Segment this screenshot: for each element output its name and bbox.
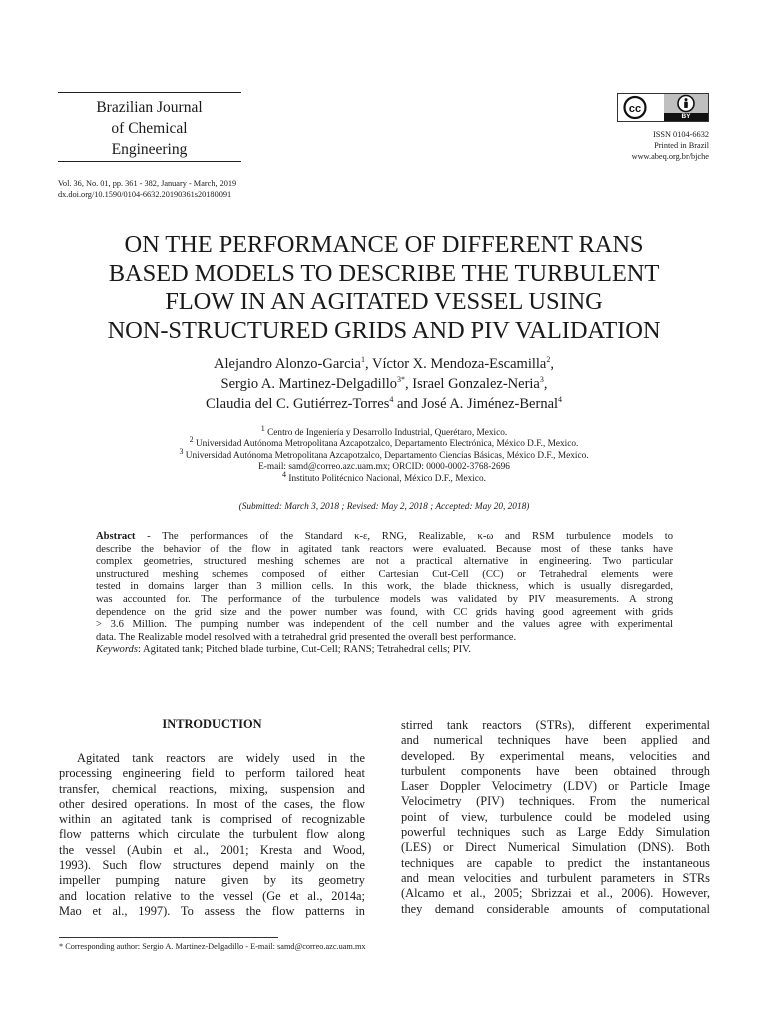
body-line: (LES) or Direct Numerical Simulation (DNS). Both: [401, 840, 710, 855]
body-line: techniques are capable to predict the instantaneous: [401, 855, 710, 870]
abstract-line: > 3.6 Million. The pumping number was independent of the cell number and the values agree with experimental: [96, 619, 673, 631]
abstract-line: dependence on the grid size and the power number was found, with CC grids having good agreement with grids: [96, 606, 673, 618]
abstract-line: unstructured meshing schemes composed of either Cartesian Cut-Cell (CC) or Tetrahedral elements were: [96, 568, 673, 580]
author-name: Sergio A. Martinez-Delgadillo: [220, 376, 398, 392]
doi-link[interactable]: dx.doi.org/10.1590/0104-6632.20190361s20180091: [58, 190, 232, 199]
affil-text: Universidad Autónoma Metropolitana Azcapotzalco, Departamento Ciencias Básicas, México D.F., Mexico.: [183, 450, 589, 461]
author-name: José A. Jiménez-Bernal: [421, 396, 559, 412]
journal-name-line-2: of Chemical: [111, 120, 188, 137]
body-line: processing engineering field to perform tailored heat: [59, 766, 365, 781]
affil-text: Universidad Autónoma Metropolitana Azcapotzalco, Departamento Electrónica, México D.F., Mexico.: [193, 439, 579, 450]
author-affil-mark: 4: [389, 395, 394, 405]
body-line: point of view, turbulence could be modeled using: [401, 809, 710, 824]
paper-title: [40, 231, 728, 345]
author-name: Alejandro Alonzo-Garcia: [214, 356, 361, 372]
body-line: other desired operations. In most of the cases, the flow: [59, 796, 365, 811]
corresponding-author-footnote: * Corresponding author: Sergio A. Martinez-Delgadillo - E-mail: samd@correo.azc.uam.mx: [59, 942, 366, 951]
cc-by-label: BY: [664, 113, 708, 121]
svg-text:cc: cc: [628, 102, 642, 115]
body-line: powerful techniques such as Large Eddy Simulation: [401, 825, 710, 840]
keywords-line: [96, 644, 673, 657]
body-line: (Alcamo et al., 2005; Sbrizzai et al., 2006). However,: [401, 886, 710, 901]
body-line: 1993). Such flow structures depend mainly on the: [59, 858, 365, 873]
affiliations: [40, 423, 728, 485]
title-line-2: BASED MODELS TO DESCRIBE THE TURBULENT: [108, 259, 660, 287]
body-line: Agitated tank reactors are widely used in the: [77, 751, 365, 765]
body-line: Velocimetry (PIV) techniques. From the numerical: [401, 794, 710, 809]
affiliation-item: [40, 423, 728, 439]
body-line: Laser Doppler Velocimetry (LDV) or Particle Image: [401, 779, 710, 794]
abstract-label: Abstract: [96, 531, 136, 542]
author-affil-mark: 3*: [397, 375, 406, 385]
contact-email[interactable]: [40, 462, 728, 473]
abstract-line: [96, 531, 673, 544]
body-line: and numerical techniques have been applied and: [401, 733, 710, 748]
body-line: Mao et al., 1997). To assess the flow patterns in: [59, 903, 365, 918]
abstract-line: describe the behavior of the flow in agitated tank reactors were evaluated. Because most of these tanks have: [96, 543, 673, 555]
author-line-2: Sergio A. Martinez-Delgadillo$^{3*}$, Israel Gonzalez-Neria$^3$,: [220, 375, 548, 392]
body-line: the vessel (Aubin et al., 2001; Kresta and Wood,: [59, 842, 365, 857]
author-line-3: Claudia del C. Gutiérrez-Torres$^4$ and José A. Jiménez-Bernal$^4$: [205, 395, 563, 412]
abstract-line: complex geometries, structured meshing schemes are not a practical alternative in engineering. Two particular: [96, 556, 673, 568]
body-line: stirred tank reactors (STRs), different experimental: [401, 718, 710, 732]
affil-mark: 2: [189, 435, 194, 445]
affiliation-item: [40, 446, 728, 462]
issn-block: [632, 129, 709, 162]
journal-url[interactable]: www.abeq.org.br/bjche: [631, 152, 709, 161]
title-line-3: FLOW IN AN AGITATED VESSEL USING: [165, 288, 603, 315]
affil-mark: 1: [260, 423, 265, 433]
abstract-line: was accounted for. The performance of the turbulence models was validated by PIV measurements. A strong: [96, 593, 673, 605]
abstract-line: data. The Realizable model resolved with a tetrahedral grid presented the overall best performance.: [96, 631, 517, 643]
title-line-4: NON-STRUCTURED GRIDS AND PIV VALIDATION: [107, 316, 661, 344]
abstract-text: - The performances of the Standard κ-ε, RNG, Realizable, κ-ω and RSM turbulence models to: [135, 531, 673, 542]
affil-mark: 3: [179, 446, 184, 456]
affil-text: Centro de Ingeniería y Desarrollo Industrial, Querétaro, Mexico.: [264, 428, 508, 438]
cc-license-badge[interactable]: [617, 93, 709, 122]
affiliation-item: [40, 435, 728, 450]
body-line: transfer, chemical reactions, mixing, suspension and: [59, 781, 365, 796]
affil-text: Instituto Politécnico Nacional, México D.F., Mexico.: [286, 473, 486, 484]
abstract-line: tested in domains larger than 3 million cells. In this work, the blade thickness, which is usually disregarded,: [96, 581, 673, 593]
journal-name: [58, 97, 241, 160]
author-list: [40, 354, 728, 414]
author-affil-mark: 1: [361, 355, 365, 365]
keywords-text: : Agitated tank; Pitched blade turbine, Cut-Cell; RANS; Tetrahedral cells; PIV.: [137, 644, 472, 656]
printed-in: Printed in Brazil: [654, 141, 709, 150]
body-line: impeller pumping nature given by its geometry: [59, 873, 365, 888]
body-line: flow patterns which circulate the turbulent flow along: [59, 827, 365, 842]
section-heading-introduction: INTRODUCTION: [162, 717, 262, 731]
issn-number: ISSN 0104-6632: [652, 130, 709, 139]
title-line-1: ON THE PERFORMANCE OF DIFFERENT RANS: [124, 231, 644, 258]
affiliation-item: [40, 469, 728, 485]
body-line: developed. By experimental means, velocities and: [401, 748, 710, 763]
body-column-left: [59, 751, 365, 919]
body-line: within an agitated tank is comprised of recognizable: [59, 812, 365, 827]
volume-citation: Vol. 36, No. 01, pp. 361 - 382, January - March, 2019: [58, 179, 237, 188]
body-line: they demand considerable amounts of computational: [401, 901, 710, 916]
affil-mark: 4: [282, 469, 287, 479]
journal-name-line-3: Engineering: [111, 141, 188, 158]
abstract: [96, 531, 673, 657]
author-affil-mark: 2: [546, 355, 551, 365]
keywords-label: Keywords: [96, 644, 138, 656]
author-name: Israel Gonzalez-Neria: [412, 376, 540, 392]
body-line: and mean velocities and turbulent parameters in STRs: [401, 870, 710, 885]
author-affil-mark: 3: [539, 375, 544, 385]
author-name: Víctor X. Mendoza-Escamilla: [372, 356, 547, 372]
author-affil-mark: 4: [558, 395, 563, 405]
creative-commons-icon: [618, 94, 664, 121]
submission-dates: (Submitted: March 3, 2018 ; Revised: May 2, 2018 ; Accepted: May 20, 2018): [238, 502, 530, 512]
body-line: and location relative to the vessel (Ge et al., 2014a;: [59, 888, 365, 903]
footnote-rule: [59, 937, 278, 938]
journal-rule-top: [58, 92, 241, 93]
author-line-1: Alejandro Alonzo-Garcia$^1$, Víctor X. Mendoza-Escamilla$^2$,: [214, 355, 554, 372]
affil-text: E-mail: samd@correo.azc.uam.mx; ORCID: 0000-0002-3768-2696: [258, 462, 510, 473]
journal-rule-bottom: [58, 161, 241, 162]
body-column-right: [401, 718, 710, 917]
author-name: Claudia del C. Gutiérrez-Torres: [205, 396, 390, 412]
journal-name-line-1: Brazilian Journal: [96, 99, 203, 116]
body-line: turbulent components have been obtained through: [401, 763, 710, 778]
